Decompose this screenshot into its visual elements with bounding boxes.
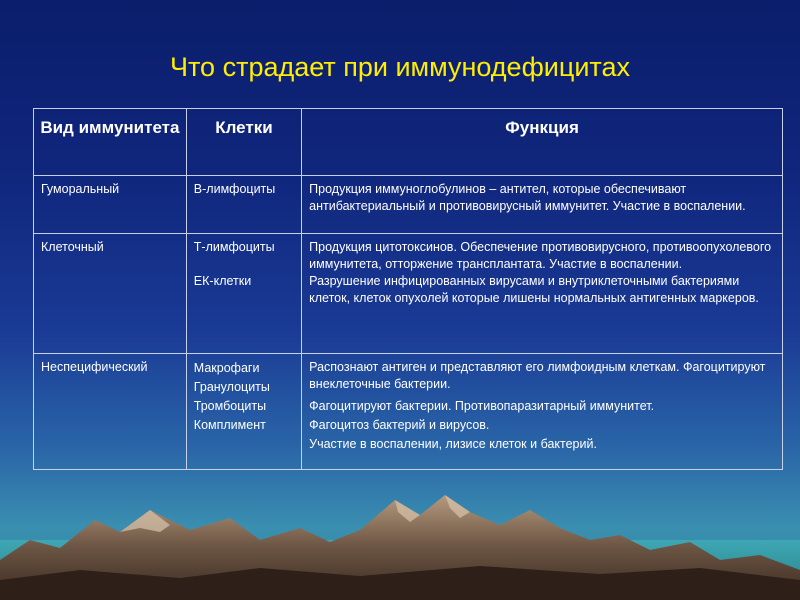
row-type: Клеточный xyxy=(34,234,187,354)
row-function xyxy=(302,176,783,234)
row-function xyxy=(302,234,783,354)
row-type: Гуморальный xyxy=(34,176,187,234)
table-row xyxy=(34,234,783,354)
cell-name: Тромбоциты xyxy=(193,399,267,413)
table-row xyxy=(34,176,783,234)
table-row xyxy=(34,354,783,470)
function-text: Разрушение инфицированных вирусами и внутриклеточными бактериями клеток, клеток опухолей которые лишены нормальных антигенных маркеров. xyxy=(309,274,759,305)
cell-name: В-лимфоциты xyxy=(193,182,276,196)
cell-name: Комплимент xyxy=(193,418,266,432)
function-text: Участие в воспалении, лизисе клеток и бактерий. xyxy=(309,437,597,451)
cell-name: ЕК-клетки xyxy=(193,274,252,288)
cell-name: Т-лимфоциты xyxy=(193,240,275,254)
row-type: Неспецифический xyxy=(34,354,187,470)
row-cells xyxy=(186,234,301,354)
header-immunity-type: Вид иммунитета xyxy=(34,109,187,176)
cell-name: Гранулоциты xyxy=(193,380,270,394)
row-cells xyxy=(186,176,301,234)
cell-name: Макрофаги xyxy=(193,361,260,375)
row-cells xyxy=(186,354,301,470)
header-cells: Клетки xyxy=(186,109,301,176)
mountains-illustration xyxy=(0,470,800,600)
function-text: Фагоцитируют бактерии. Противопаразитарный иммунитет. xyxy=(309,399,655,413)
function-text: Продукция иммуноглобулинов – антител, которые обеспечивают антибактериальный и противовирусный иммунитет. Участие в воспалении. xyxy=(309,182,746,213)
function-text: Распознают антиген и представляют его лимфоидным клеткам. Фагоцитируют внеклеточные бактерии. xyxy=(309,360,766,391)
function-text: Фагоцитоз бактерий и вирусов. xyxy=(309,418,490,432)
row-function xyxy=(302,354,783,470)
function-text: Продукция цитотоксинов. Обеспечение противовирусного, противоопухолевого иммунитета, отторжение трансплантата. Участие в воспалении. xyxy=(309,240,772,271)
table-header-row xyxy=(34,109,783,176)
slide-title: Что страдает при иммунодефицитах xyxy=(170,52,630,82)
header-function: Функция xyxy=(302,109,783,176)
immunity-table xyxy=(33,108,783,470)
